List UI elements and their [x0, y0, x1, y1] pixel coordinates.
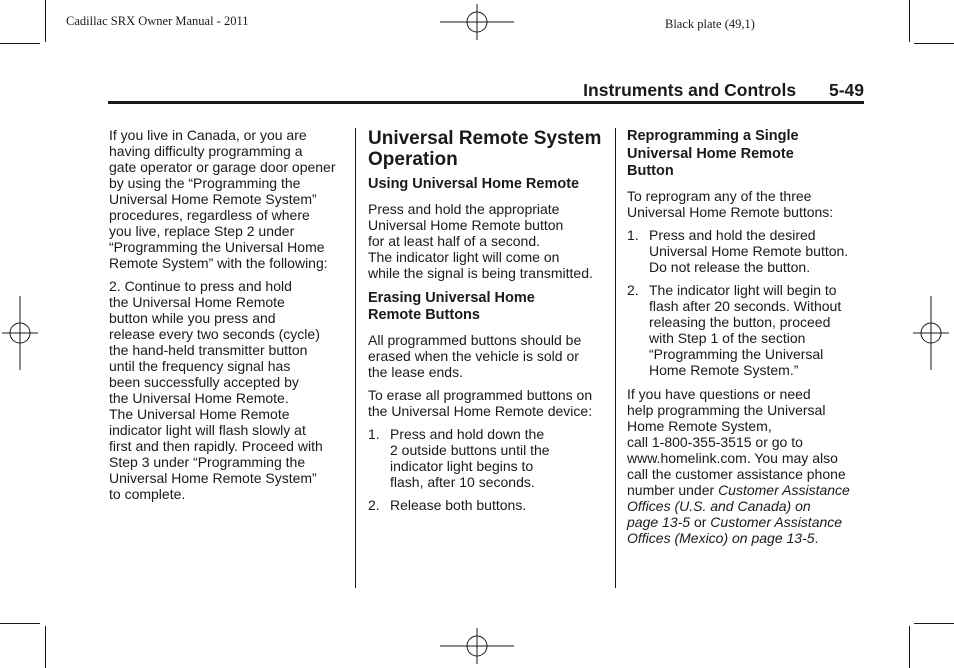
subheading-reprogramming: Reprogramming a Single Universal Home Remote Button — [627, 128, 799, 179]
page-number: 5-49 — [828, 80, 864, 100]
section-title: Instruments and Controls — [583, 80, 797, 100]
erase-paragraph-2: To erase all programmed buttons on the Universal Home Remote device: — [368, 386, 593, 419]
column-2 — [368, 128, 610, 520]
using-paragraph: Press and hold the appropriate Universal Home Remote button for at least half of a second. The indicator light will come on while the signal is being transmitted. — [368, 200, 593, 281]
header-rule — [108, 101, 864, 104]
erase-steps-list — [368, 426, 610, 513]
reprogram-intro: To reprogram any of the three Universal Home Remote buttons: — [627, 187, 834, 220]
list-item: 2. Release both buttons. — [368, 496, 527, 513]
cross-reference-link[interactable]: Customer Assistance Offices (U.S. and Canada) on page 13-5 — [627, 481, 850, 530]
registration-mark-right-icon — [913, 296, 949, 370]
registration-mark-left-icon — [2, 296, 38, 370]
subheading-erasing: Erasing Universal Home Remote Buttons — [368, 289, 535, 323]
column-divider-2 — [615, 128, 616, 588]
reprogram-steps-list — [627, 227, 867, 378]
column-3 — [627, 128, 867, 553]
list-item: 1. Press and hold the desired Universal Home Remote button. Do not release the button. — [627, 226, 849, 275]
erase-paragraph-1: All programmed buttons should be erased when the vehicle is sold or the lease ends. — [368, 331, 582, 380]
section-heading: Universal Remote System Operation — [368, 128, 602, 170]
list-item: 2. The indicator light will begin to flash after 20 seconds. Without releasing the button, proceed with Step 1 of the section “Programming the Universal Home Remote System.” — [627, 281, 842, 378]
column-divider-1 — [355, 128, 356, 588]
step-2-alternative-paragraph: 2. Continue to press and hold the Universal Home Remote button while you press and release every two seconds (cycle) the hand-held transmitter button until the frequency signal has been successfully accepted by the Universal Home Remote. The Universal Home Remote indicator light will flash slowly at first and then rapidly. Proceed with Step 3 under “Programming the Universal Home Remote System” to complete. — [109, 278, 323, 502]
canada-paragraph: If you live in Canada, or you are having difficulty programming a gate operator or garage door opener by using the “Programming the Universal Home Remote System” procedures, regardless of where you live, replace Step 2 under “Programming the Universal Home Remote System” with the following: — [109, 127, 336, 271]
registration-mark-top-icon — [440, 4, 514, 40]
cross-reference-link[interactable]: Customer Assistance Offices (Mexico) on page 13-5 — [627, 513, 843, 546]
subheading-using: Using Universal Home Remote — [368, 176, 580, 192]
manual-title: Cadillac SRX Owner Manual - 2011 — [66, 14, 249, 28]
plate-label: Black plate (49,1) — [665, 17, 755, 31]
column-1 — [109, 127, 349, 509]
closing-paragraph: If you have questions or need help programming the Universal Home Remote System, call 1-800-355-3515 or go to www.homelink.com. You may also call the customer assistance phone number under Customer Assistance Offices (U.S. and Canada) on page 13-5 or Customer Assistance Offices (Mexico) on page 13-5. — [627, 385, 850, 546]
running-head — [583, 80, 864, 101]
list-item: 1. Press and hold down the 2 outside buttons until the indicator light begins to flash, after 10 seconds. — [368, 425, 550, 490]
registration-mark-bottom-icon — [440, 628, 514, 664]
